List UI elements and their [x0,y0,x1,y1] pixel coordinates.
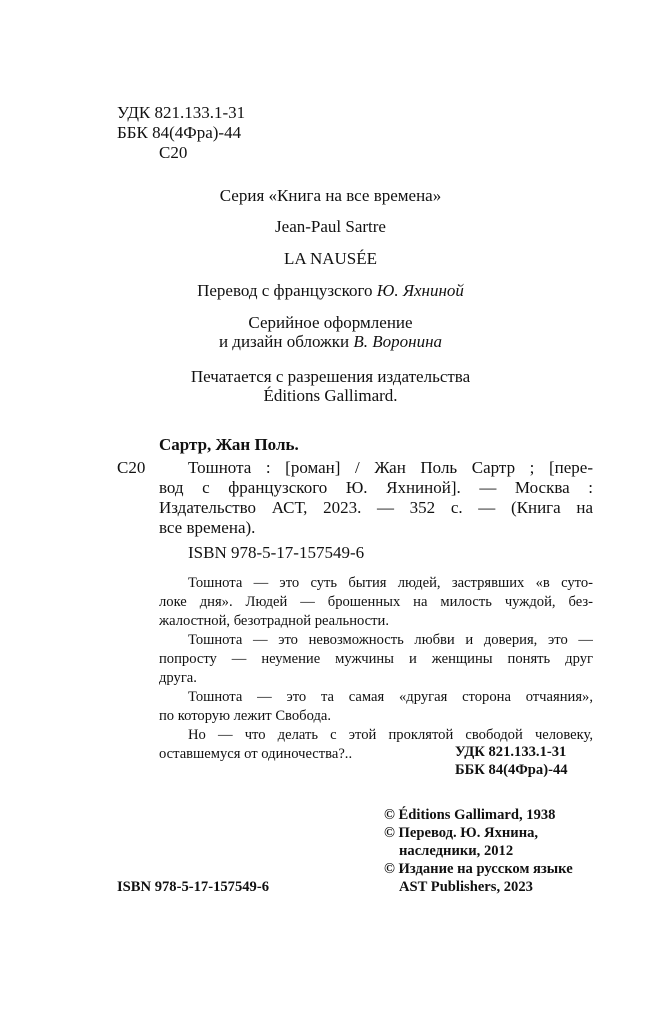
bib-line: все времена). [159,518,256,537]
copyright-translation: © Перевод. Ю. Яхнина, [384,825,539,841]
translation-credit [0,281,661,301]
copyright-gallimard: © Éditions Gallimard, 1938 [384,807,556,823]
translation-prefix: Перевод с французского [197,281,373,300]
bottom-isbn: ISBN 978-5-17-157549-6 [117,879,270,895]
annotation-line: Тошнота — это суть бытия людей, застрявших «в суто- [188,575,593,591]
bib-isbn: ISBN 978-5-17-157549-6 [188,543,365,562]
annotation-line: Тошнота — это невозможность любви и доверия, это — [188,632,593,648]
author-mark: С20 [159,143,188,162]
annotation-line: Тошнота — это та самая «другая сторона отчаяния», [188,689,593,705]
bib-line: Тошнота : [роман] / Жан Поль Сартр ; [пере- [188,458,593,477]
bib-line: вод с французского Ю. Яхниной]. — Москва : [159,478,593,497]
design-prefix: и дизайн обложки [218,332,350,351]
bib-line: Издательство АСТ, 2023. — 352 с. — (Книга на [159,498,593,517]
annotation-line: по которую лежит Свобода. [159,708,331,724]
series-line: Серия «Книга на все времена» [219,186,442,205]
bottom-bbk-code: ББК 84(4Фра)-44 [455,762,568,778]
copyright-edition: © Издание на русском языке [384,861,573,877]
bib-mark: С20 [117,458,146,477]
copyright-publisher: AST Publishers, 2023 [399,879,533,895]
bib-description [159,458,593,538]
annotation-line: жалостной, безотрадной реальности. [159,613,389,629]
copyright-heirs: наследники, 2012 [399,843,514,859]
design-credit-line1: Серийное оформление [248,313,413,332]
annotation-line: попросту — неумение мужчины и женщины понять друг [159,651,593,667]
annotation-line: локе дня». Людей — брошенных на милость чуждой, без- [159,594,593,610]
annotation-line: друга. [159,670,197,686]
translator-name: Ю. Яхниной [376,281,464,300]
annotation-line: оставшемуся от одиночества?.. [159,746,353,762]
bbk-code: ББК 84(4Фра)-44 [117,123,242,142]
bottom-udk-code: УДК 821.133.1-31 [455,744,567,760]
bib-heading: Сартр, Жан Поль. [159,435,299,454]
designer-name: В. Воронина [353,332,443,351]
permission-line1: Печатается с разрешения издательства [190,367,471,386]
design-credit-line2 [0,332,661,352]
original-title: LA NAUSÉE [283,249,378,268]
annotation [159,574,593,764]
annotation-line: Но — что делать с этой проклятой свободой человеку, [188,727,593,743]
original-author: Jean-Paul Sartre [275,217,386,236]
permission-line2: Éditions Gallimard. [263,386,398,405]
udk-code: УДК 821.133.1-31 [117,103,246,122]
